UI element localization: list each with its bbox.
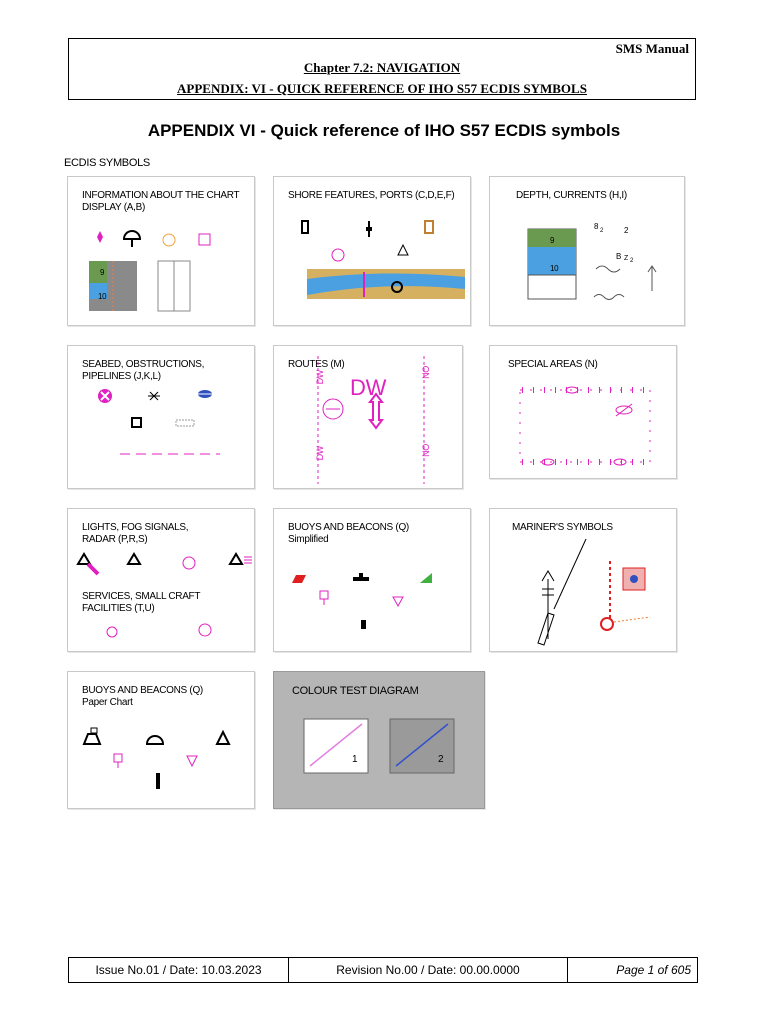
chart-display-symbols (68, 177, 255, 326)
seabed-symbols (68, 346, 255, 489)
conical-buoy-icon (217, 732, 229, 744)
own-ship-icon (538, 613, 554, 645)
colour-test-label-1: 1 (352, 754, 358, 765)
orange-circle-icon (163, 234, 175, 246)
eddies-icon (594, 295, 624, 300)
no-entry-label: NO (421, 366, 431, 379)
bell-buoy-icon (147, 736, 163, 744)
triangle-landmark-icon (398, 245, 408, 255)
simplified-buoy-symbols (274, 509, 471, 652)
obstruction-icon (148, 392, 160, 400)
panel-title: LIGHTS, FOG SIGNALS, RADAR (P,R,S) (82, 522, 189, 545)
route-symbols (274, 346, 463, 489)
depth-mark: 9 (100, 268, 105, 277)
foul-ground-icon (176, 420, 194, 426)
panel-lights-services (67, 508, 255, 652)
depth-current-symbols (490, 177, 685, 326)
panel-title: ROUTES (M) (288, 359, 345, 370)
revision-info: Revision No.00 / Date: 00.00.0000 (289, 958, 568, 982)
sounding-mark: 2 (630, 258, 634, 264)
small-craft-facility-icon (199, 624, 211, 636)
panel-title: BUOYS AND BEACONS (Q) (288, 522, 409, 533)
cone-topmark-icon (187, 756, 197, 766)
special-area-symbols (490, 346, 677, 479)
sounding-mark: 8 (594, 222, 599, 231)
light-symbols (68, 509, 255, 652)
radar-station-icon (183, 557, 195, 569)
service-icon (107, 627, 117, 637)
deep-water-label: DW (315, 370, 325, 385)
panel-buoys-paper-chart (67, 671, 255, 809)
panel-title: SEABED, OBSTRUCTIONS, PIPELINES (J,K,L) (82, 359, 205, 382)
radar-beacon-icon (230, 554, 242, 564)
panel-depth-currents (489, 176, 685, 326)
can-buoy-icon (84, 734, 100, 744)
paper-buoy-symbols (68, 672, 255, 809)
light-flare-icon (88, 564, 98, 574)
light-tower-icon (78, 554, 90, 564)
panel-mariners-symbols (489, 508, 677, 652)
page-header (68, 38, 696, 100)
panel-title: BUOYS AND BEACONS (Q) (82, 685, 203, 696)
tidal-stream-icon (596, 266, 620, 272)
panel-chart-display-info (67, 176, 255, 326)
page-number: Page 1 of 605 (616, 963, 691, 977)
panel-special-areas (489, 345, 677, 479)
panel-title: INFORMATION ABOUT THE CHART DISPLAY (A,B) (82, 190, 240, 213)
restricted-area-boundary-icon (520, 390, 650, 462)
page-footer (68, 957, 698, 983)
shallow-area-icon (89, 261, 107, 283)
colour-test-label-2: 2 (438, 754, 444, 765)
landmark-icon (425, 221, 433, 233)
fog-signal-icon (128, 554, 140, 564)
depth-mark: 10 (98, 292, 107, 301)
sounding-mark: Z (624, 255, 628, 262)
tower-icon (302, 221, 308, 233)
sounding-mark: B (616, 252, 622, 261)
magenta-marker-icon (97, 231, 103, 243)
panel-subtitle: Paper Chart (82, 697, 133, 708)
deep-water-label: DW (315, 446, 325, 461)
panel-seabed-obstructions (67, 345, 255, 489)
black-beacon-icon (353, 577, 369, 581)
port-circle-icon (332, 249, 344, 261)
manual-name: SMS Manual (615, 41, 689, 56)
waypoint-icon (601, 618, 613, 630)
green-buoy-icon (420, 573, 432, 583)
panel-colour-test (273, 671, 485, 809)
panel-title: SHORE FEATURES, PORTS (C,D,E,F) (288, 190, 455, 201)
magenta-topmark-icon (114, 754, 122, 762)
panel-routes (273, 345, 463, 489)
depth-mark: 9 (550, 236, 555, 245)
issue-info: Issue No.01 / Date: 10.03.2023 (69, 958, 289, 982)
no-entry-label: NO (421, 444, 431, 457)
panel-title: MARINER'S SYMBOLS (512, 522, 613, 533)
panel-title: DEPTH, CURRENTS (H,I) (516, 190, 627, 201)
colour-test-boxes (274, 672, 485, 809)
course-line-icon (554, 539, 586, 609)
cone-topmark-icon (393, 597, 403, 606)
section-label: ECDIS SYMBOLS (64, 157, 150, 169)
well-icon (132, 418, 141, 427)
deep-water-route-label: DW (350, 375, 387, 400)
sounding-mark: 2 (600, 228, 604, 234)
shore-feature-symbols (274, 177, 471, 326)
appendix-title: APPENDIX: VI - QUICK REFERENCE OF IHO S57 ECDIS SYMBOLS (177, 81, 587, 96)
sounding-mark: 2 (624, 226, 629, 235)
bell-symbol-icon (124, 231, 140, 239)
magenta-square-icon (199, 234, 210, 245)
panel-buoys-simplified (273, 508, 471, 652)
chapter-title: Chapter 7.2: NAVIGATION (303, 60, 461, 75)
panel-shore-features (273, 176, 471, 326)
spar-buoy-icon (156, 773, 160, 789)
panel-subtitle: SERVICES, SMALL CRAFT FACILITIES (T,U) (82, 591, 200, 614)
red-buoy-icon (292, 575, 306, 583)
page-title: APPENDIX VI - Quick reference of IHO S57 ECDIS symbols (147, 121, 621, 140)
depth-mark: 10 (550, 264, 559, 273)
panel-title: SPECIAL AREAS (N) (508, 359, 598, 370)
magenta-topmark-icon (320, 591, 328, 599)
spar-buoy-icon (361, 620, 366, 629)
mariners-symbols (490, 509, 677, 652)
panel-subtitle: Simplified (288, 534, 329, 545)
panel-title: COLOUR TEST DIAGRAM (292, 685, 419, 697)
